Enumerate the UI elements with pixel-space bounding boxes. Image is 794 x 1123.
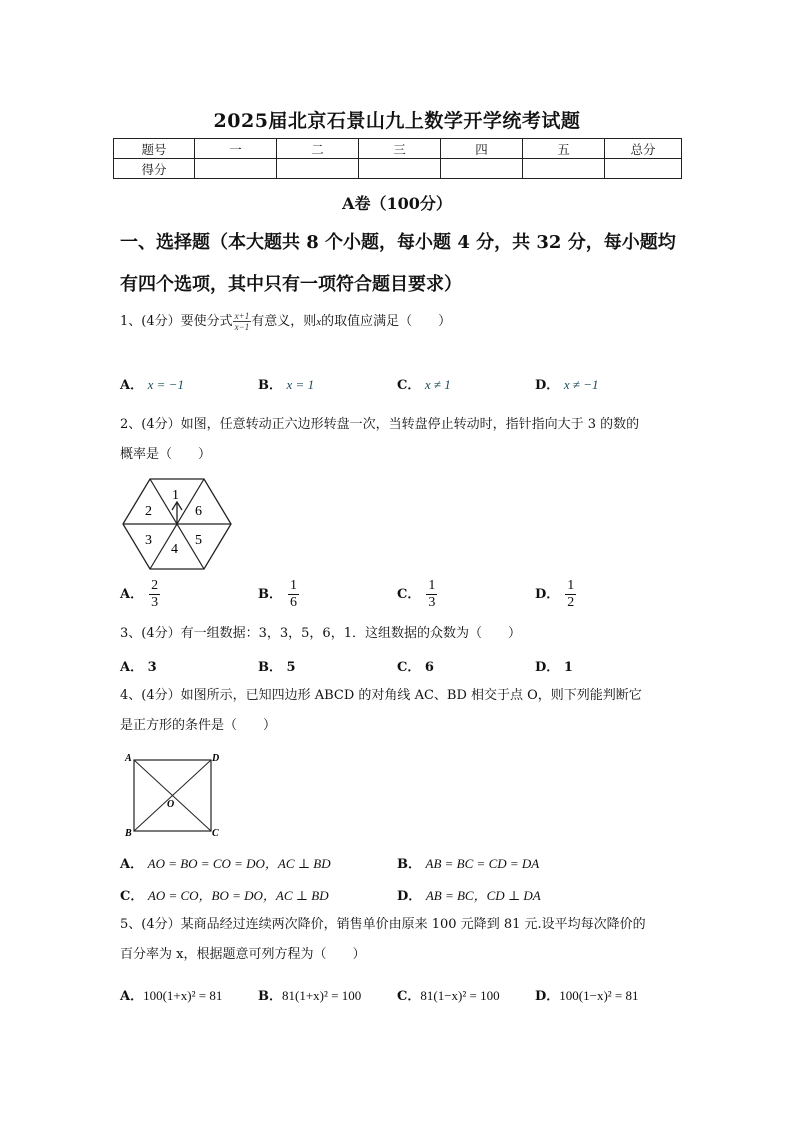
- sector-number: 1: [172, 488, 179, 503]
- q4-option-c[interactable]: [120, 885, 329, 904]
- option-label: C．: [397, 989, 421, 1004]
- option-frac-den: 6: [290, 595, 297, 610]
- option-label: A．: [120, 378, 144, 393]
- option-value: 6: [424, 660, 434, 675]
- option-label: D．: [535, 989, 560, 1004]
- center-label-o: O: [167, 799, 175, 810]
- square-abcd-figure: [122, 750, 224, 838]
- score-header-cell: 题号: [114, 139, 195, 159]
- option-frac-den: 2: [567, 595, 575, 610]
- q3-option-d[interactable]: [535, 656, 573, 675]
- option-fraction: [288, 578, 299, 611]
- question-1: [120, 307, 686, 337]
- option-label: C．: [120, 889, 144, 904]
- score-cell: [277, 159, 359, 179]
- score-cell: [605, 159, 682, 179]
- q4-option-d[interactable]: [397, 885, 541, 904]
- q4-option-a[interactable]: [120, 853, 331, 872]
- q3-option-c[interactable]: [397, 656, 434, 675]
- option-expr: x = −1: [147, 377, 184, 392]
- sector-number: 2: [145, 504, 152, 519]
- option-label: B．: [258, 660, 282, 675]
- page-title: 2025届北京石景山九上数学开学统考试题: [213, 110, 581, 132]
- q2-option-b[interactable]: [258, 578, 299, 611]
- q5-option-d[interactable]: [535, 985, 639, 1004]
- option-frac-num: 2: [151, 578, 159, 593]
- q1-suffix: 的取值应满足（ ）: [321, 314, 452, 329]
- option-label: A．: [120, 989, 144, 1004]
- vertex-label-a: A: [125, 753, 132, 764]
- option-label: C．: [397, 660, 421, 675]
- score-cell: [195, 159, 277, 179]
- q1-middle: 有意义，则: [251, 314, 317, 329]
- option-fraction: [426, 578, 437, 611]
- q5-option-c[interactable]: [397, 985, 500, 1004]
- option-label: B．: [258, 378, 282, 393]
- score-header-cell: 三: [359, 139, 441, 159]
- q1-option-c[interactable]: [397, 374, 451, 393]
- q4-option-b[interactable]: [397, 853, 539, 872]
- vertex-label-b: B: [125, 828, 132, 838]
- part1-heading-line: 一、选择题（本大题共 8 个小题，每小题 4 分，共 32 分，每小题均: [120, 232, 676, 253]
- option-label: C．: [397, 378, 421, 393]
- option-label: A．: [120, 660, 144, 675]
- vertex-label-c: C: [212, 828, 219, 838]
- sector-number: 4: [171, 542, 178, 557]
- option-value: 3: [147, 660, 157, 675]
- option-expr: AO = BO = CO = DO，AC ⊥ BD: [147, 856, 331, 871]
- option-value: 1: [563, 660, 573, 675]
- score-header-cell: 二: [277, 139, 359, 159]
- q2-line: 2、(4分）如图，任意转动正六边形转盘一次，当转盘停止转动时，指针指向大于 3 的数的: [120, 417, 640, 432]
- score-header-cell: 一: [195, 139, 277, 159]
- q5-option-a[interactable]: [120, 985, 222, 1004]
- option-expr: x ≠ −1: [563, 377, 599, 392]
- option-frac-num: 1: [428, 578, 436, 593]
- q3-option-a[interactable]: [120, 656, 157, 675]
- option-expr: x ≠ 1: [424, 377, 451, 392]
- q1-option-b[interactable]: [258, 374, 314, 393]
- score-header-cell: 四: [441, 139, 523, 159]
- sector-number: 3: [145, 533, 152, 548]
- q2-option-c[interactable]: [397, 578, 437, 611]
- option-expr: 100(1+x)² = 81: [143, 988, 223, 1003]
- option-expr: AO = CO，BO = DO，AC ⊥ BD: [147, 888, 329, 903]
- q1-frac-den: x−1: [234, 322, 250, 332]
- option-label: D．: [535, 587, 560, 602]
- score-header-cell: 五: [523, 139, 605, 159]
- q1-prefix: 1、(4分）要使分式: [120, 314, 233, 329]
- option-label: C．: [397, 587, 421, 602]
- q4-line: 是正方形的条件是（ ）: [120, 718, 277, 733]
- section-title: A卷（100分）: [342, 194, 452, 213]
- hexagon-spinner-figure: [120, 475, 234, 573]
- q2-option-d[interactable]: [535, 578, 576, 611]
- option-frac-den: 3: [151, 595, 159, 610]
- q2-option-a[interactable]: [120, 578, 160, 611]
- option-label: A．: [120, 857, 144, 872]
- q5-line: 5、(4分）某商品经过连续两次降价，销售单价由原来 100 元降到 81 元.设平均每次降价的: [120, 917, 646, 932]
- score-cell: [523, 159, 605, 179]
- q1-fraction: [233, 311, 252, 332]
- score-header-cell: 总分: [605, 139, 682, 159]
- question-4: [120, 681, 686, 741]
- option-label: B．: [397, 857, 421, 872]
- option-expr: 100(1−x)² = 81: [559, 988, 639, 1003]
- part1-heading-line: 有四个选项，其中只有一项符合题目要求）: [120, 274, 462, 295]
- option-label: B．: [258, 989, 282, 1004]
- q1-frac-num: x+1: [234, 311, 250, 321]
- option-label: D．: [535, 378, 560, 393]
- q3-line: 3、(4分）有一组数据：3，3，5，6，1．这组数据的众数为（ ）: [120, 626, 521, 641]
- option-fraction: [149, 578, 160, 611]
- q2-line: 概率是（ ）: [120, 447, 212, 462]
- option-expr: AB = BC，CD ⊥ DA: [425, 888, 541, 903]
- sector-number: 6: [195, 504, 202, 519]
- q3-option-b[interactable]: [258, 656, 296, 675]
- q1-var: x: [316, 316, 322, 328]
- option-value: 5: [286, 660, 296, 675]
- question-3: [120, 619, 686, 649]
- option-expr: x = 1: [286, 377, 315, 392]
- part1-heading: [120, 222, 690, 306]
- option-fraction: [565, 578, 576, 611]
- q4-line: 4、(4分）如图所示，已知四边形 ABCD 的对角线 AC、BD 相交于点 O，则下列能判断它: [120, 688, 642, 703]
- vertex-label-d: D: [212, 753, 220, 764]
- option-label: D．: [535, 660, 560, 675]
- q5-option-b[interactable]: [258, 985, 361, 1004]
- option-expr: 81(1+x)² = 100: [282, 988, 362, 1003]
- score-table-header-row: [114, 139, 682, 159]
- option-expr: AB = BC = CD = DA: [425, 856, 540, 871]
- score-table-score-row: [114, 159, 682, 179]
- q1-option-a[interactable]: [120, 374, 184, 393]
- option-frac-den: 3: [428, 595, 436, 610]
- q1-option-d[interactable]: [535, 374, 599, 393]
- score-table: [113, 138, 682, 179]
- option-frac-num: 1: [290, 578, 297, 593]
- score-row-label: 得分: [114, 159, 195, 179]
- question-2: [120, 410, 686, 470]
- score-cell: [441, 159, 523, 179]
- option-label: D．: [397, 889, 422, 904]
- q5-line: 百分率为 x，根据题意可列方程为（ ）: [120, 947, 366, 962]
- option-expr: 81(1−x)² = 100: [420, 988, 500, 1003]
- option-label: A．: [120, 587, 144, 602]
- sector-number: 5: [195, 533, 202, 548]
- option-label: B．: [258, 587, 282, 602]
- question-5: [120, 910, 686, 970]
- score-cell: [359, 159, 441, 179]
- option-frac-num: 1: [567, 578, 575, 593]
